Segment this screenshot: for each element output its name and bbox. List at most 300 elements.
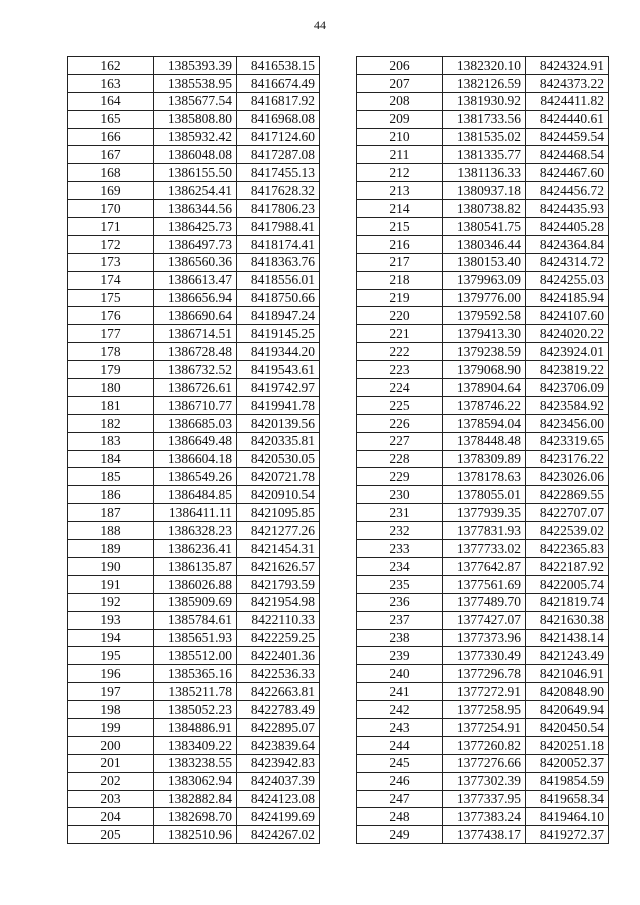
table-row bbox=[357, 379, 609, 397]
coordinate-x-cell: 1385651.93 bbox=[154, 629, 237, 647]
coordinate-y-cell: 8424324.91 bbox=[526, 57, 609, 75]
table-row bbox=[357, 522, 609, 540]
table-row bbox=[357, 575, 609, 593]
table-row bbox=[68, 92, 320, 110]
coordinate-x-cell: 1385365.16 bbox=[154, 665, 237, 683]
coordinate-x-cell: 1385538.95 bbox=[154, 74, 237, 92]
coordinate-x-cell: 1379963.09 bbox=[443, 271, 526, 289]
table-row bbox=[357, 307, 609, 325]
coordinate-x-cell: 1378904.64 bbox=[443, 379, 526, 397]
point-number-cell: 207 bbox=[357, 74, 443, 92]
table-row bbox=[357, 808, 609, 826]
coordinate-x-cell: 1385932.42 bbox=[154, 128, 237, 146]
coordinate-y-cell: 8422869.55 bbox=[526, 486, 609, 504]
point-number-cell: 232 bbox=[357, 522, 443, 540]
point-number-cell: 204 bbox=[68, 808, 154, 826]
coordinate-x-cell: 1377733.02 bbox=[443, 540, 526, 558]
table-row bbox=[68, 736, 320, 754]
coordinate-x-cell: 1379776.00 bbox=[443, 289, 526, 307]
table-row bbox=[68, 647, 320, 665]
table-row bbox=[357, 128, 609, 146]
coordinate-y-cell: 8424468.54 bbox=[526, 146, 609, 164]
table-row bbox=[68, 200, 320, 218]
table-row bbox=[68, 486, 320, 504]
table-row bbox=[357, 736, 609, 754]
coordinate-y-cell: 8419658.34 bbox=[526, 790, 609, 808]
point-number-cell: 213 bbox=[357, 182, 443, 200]
coordinates-table-left bbox=[67, 56, 320, 844]
table-row bbox=[357, 218, 609, 236]
table-row bbox=[357, 540, 609, 558]
table-row bbox=[68, 611, 320, 629]
table-row bbox=[68, 540, 320, 558]
table-row bbox=[68, 468, 320, 486]
coordinate-x-cell: 1386649.48 bbox=[154, 432, 237, 450]
point-number-cell: 249 bbox=[357, 826, 443, 844]
point-number-cell: 166 bbox=[68, 128, 154, 146]
table-row bbox=[357, 647, 609, 665]
coordinate-x-cell: 1380346.44 bbox=[443, 235, 526, 253]
coordinate-y-cell: 8422536.33 bbox=[237, 665, 320, 683]
coordinate-x-cell: 1386026.88 bbox=[154, 575, 237, 593]
point-number-cell: 222 bbox=[357, 343, 443, 361]
point-number-cell: 227 bbox=[357, 432, 443, 450]
point-number-cell: 174 bbox=[68, 271, 154, 289]
point-number-cell: 228 bbox=[357, 450, 443, 468]
coordinate-x-cell: 1381535.02 bbox=[443, 128, 526, 146]
table-row bbox=[357, 826, 609, 844]
coordinate-y-cell: 8418556.01 bbox=[237, 271, 320, 289]
coordinate-y-cell: 8423456.00 bbox=[526, 414, 609, 432]
coordinate-y-cell: 8421630.38 bbox=[526, 611, 609, 629]
coordinate-y-cell: 8424185.94 bbox=[526, 289, 609, 307]
coordinate-y-cell: 8422187.92 bbox=[526, 557, 609, 575]
coordinate-y-cell: 8417287.08 bbox=[237, 146, 320, 164]
table-row bbox=[68, 182, 320, 200]
coordinate-y-cell: 8421954.98 bbox=[237, 593, 320, 611]
coordinate-x-cell: 1386344.56 bbox=[154, 200, 237, 218]
coordinate-x-cell: 1385909.69 bbox=[154, 593, 237, 611]
coordinate-x-cell: 1382698.70 bbox=[154, 808, 237, 826]
coordinate-x-cell: 1379592.58 bbox=[443, 307, 526, 325]
coordinate-x-cell: 1377642.87 bbox=[443, 557, 526, 575]
coordinate-y-cell: 8422895.07 bbox=[237, 718, 320, 736]
point-number-cell: 188 bbox=[68, 522, 154, 540]
point-number-cell: 186 bbox=[68, 486, 154, 504]
table-row bbox=[357, 790, 609, 808]
coordinate-y-cell: 8421277.26 bbox=[237, 522, 320, 540]
coordinate-x-cell: 1386613.47 bbox=[154, 271, 237, 289]
point-number-cell: 201 bbox=[68, 754, 154, 772]
coordinate-y-cell: 8421454.31 bbox=[237, 540, 320, 558]
coordinate-x-cell: 1380738.82 bbox=[443, 200, 526, 218]
table-row bbox=[357, 772, 609, 790]
coordinate-x-cell: 1378178.63 bbox=[443, 468, 526, 486]
coordinate-x-cell: 1386048.08 bbox=[154, 146, 237, 164]
table-row bbox=[68, 414, 320, 432]
coordinate-x-cell: 1386328.23 bbox=[154, 522, 237, 540]
table-row bbox=[357, 343, 609, 361]
point-number-cell: 225 bbox=[357, 396, 443, 414]
table-row bbox=[357, 146, 609, 164]
point-number-cell: 220 bbox=[357, 307, 443, 325]
coordinate-x-cell: 1386484.85 bbox=[154, 486, 237, 504]
table-row bbox=[357, 235, 609, 253]
point-number-cell: 233 bbox=[357, 540, 443, 558]
table-row bbox=[68, 701, 320, 719]
point-number-cell: 238 bbox=[357, 629, 443, 647]
page-number: 44 bbox=[314, 18, 326, 32]
coordinate-x-cell: 1377383.24 bbox=[443, 808, 526, 826]
coordinate-x-cell: 1377489.70 bbox=[443, 593, 526, 611]
coordinate-y-cell: 8422259.25 bbox=[237, 629, 320, 647]
coordinate-x-cell: 1385808.80 bbox=[154, 110, 237, 128]
table-row bbox=[68, 557, 320, 575]
table-row bbox=[68, 218, 320, 236]
table-row bbox=[357, 325, 609, 343]
coordinate-y-cell: 8417124.60 bbox=[237, 128, 320, 146]
coordinate-y-cell: 8423819.22 bbox=[526, 361, 609, 379]
coordinate-y-cell: 8424314.72 bbox=[526, 253, 609, 271]
coordinate-x-cell: 1383238.55 bbox=[154, 754, 237, 772]
point-number-cell: 195 bbox=[68, 647, 154, 665]
table-row bbox=[68, 396, 320, 414]
coordinate-x-cell: 1379238.59 bbox=[443, 343, 526, 361]
point-number-cell: 173 bbox=[68, 253, 154, 271]
table-row bbox=[68, 253, 320, 271]
point-number-cell: 234 bbox=[357, 557, 443, 575]
coordinate-x-cell: 1377831.93 bbox=[443, 522, 526, 540]
coordinate-x-cell: 1381136.33 bbox=[443, 164, 526, 182]
coordinate-x-cell: 1380937.18 bbox=[443, 182, 526, 200]
coordinate-y-cell: 8424364.84 bbox=[526, 235, 609, 253]
coordinate-x-cell: 1380541.75 bbox=[443, 218, 526, 236]
coordinate-y-cell: 8423706.09 bbox=[526, 379, 609, 397]
point-number-cell: 189 bbox=[68, 540, 154, 558]
coordinate-x-cell: 1381733.56 bbox=[443, 110, 526, 128]
table-row bbox=[357, 683, 609, 701]
coordinate-y-cell: 8422707.07 bbox=[526, 504, 609, 522]
coordinate-x-cell: 1386254.41 bbox=[154, 182, 237, 200]
coordinate-x-cell: 1384886.91 bbox=[154, 718, 237, 736]
point-number-cell: 181 bbox=[68, 396, 154, 414]
coordinate-x-cell: 1386549.26 bbox=[154, 468, 237, 486]
table-row bbox=[357, 611, 609, 629]
coordinate-y-cell: 8423584.92 bbox=[526, 396, 609, 414]
table-row bbox=[357, 450, 609, 468]
coordinate-y-cell: 8418174.41 bbox=[237, 235, 320, 253]
coordinate-y-cell: 8424411.82 bbox=[526, 92, 609, 110]
coordinate-y-cell: 8420530.05 bbox=[237, 450, 320, 468]
table-row bbox=[357, 164, 609, 182]
coordinate-y-cell: 8422005.74 bbox=[526, 575, 609, 593]
point-number-cell: 192 bbox=[68, 593, 154, 611]
point-number-cell: 239 bbox=[357, 647, 443, 665]
point-number-cell: 235 bbox=[357, 575, 443, 593]
coordinate-y-cell: 8424123.08 bbox=[237, 790, 320, 808]
coordinate-x-cell: 1386135.87 bbox=[154, 557, 237, 575]
table-row bbox=[357, 74, 609, 92]
coordinate-y-cell: 8420335.81 bbox=[237, 432, 320, 450]
point-number-cell: 226 bbox=[357, 414, 443, 432]
point-number-cell: 223 bbox=[357, 361, 443, 379]
coordinate-y-cell: 8423026.06 bbox=[526, 468, 609, 486]
coordinate-x-cell: 1377272.91 bbox=[443, 683, 526, 701]
coordinate-y-cell: 8419854.59 bbox=[526, 772, 609, 790]
point-number-cell: 212 bbox=[357, 164, 443, 182]
coordinate-x-cell: 1382126.59 bbox=[443, 74, 526, 92]
table-row bbox=[357, 289, 609, 307]
table-row bbox=[357, 200, 609, 218]
point-number-cell: 193 bbox=[68, 611, 154, 629]
coordinate-x-cell: 1386560.36 bbox=[154, 253, 237, 271]
table-row bbox=[68, 110, 320, 128]
table-row bbox=[68, 432, 320, 450]
table-row bbox=[357, 361, 609, 379]
point-number-cell: 230 bbox=[357, 486, 443, 504]
point-number-cell: 242 bbox=[357, 701, 443, 719]
coordinate-x-cell: 1385211.78 bbox=[154, 683, 237, 701]
coordinate-x-cell: 1385052.23 bbox=[154, 701, 237, 719]
point-number-cell: 217 bbox=[357, 253, 443, 271]
point-number-cell: 167 bbox=[68, 146, 154, 164]
point-number-cell: 216 bbox=[357, 235, 443, 253]
coordinate-x-cell: 1385784.61 bbox=[154, 611, 237, 629]
table-row bbox=[357, 57, 609, 75]
table-row bbox=[357, 253, 609, 271]
point-number-cell: 202 bbox=[68, 772, 154, 790]
point-number-cell: 241 bbox=[357, 683, 443, 701]
table-row bbox=[357, 665, 609, 683]
point-number-cell: 176 bbox=[68, 307, 154, 325]
table-row bbox=[357, 486, 609, 504]
coordinate-x-cell: 1377330.49 bbox=[443, 647, 526, 665]
coordinate-y-cell: 8422401.36 bbox=[237, 647, 320, 665]
table-row bbox=[357, 557, 609, 575]
coordinate-x-cell: 1379413.30 bbox=[443, 325, 526, 343]
coordinate-x-cell: 1381335.77 bbox=[443, 146, 526, 164]
coordinate-x-cell: 1380153.40 bbox=[443, 253, 526, 271]
table-row bbox=[68, 772, 320, 790]
coordinates-table-right bbox=[356, 56, 609, 844]
coordinate-y-cell: 8424373.22 bbox=[526, 74, 609, 92]
coordinate-y-cell: 8421046.91 bbox=[526, 665, 609, 683]
coordinate-y-cell: 8417455.13 bbox=[237, 164, 320, 182]
coordinate-x-cell: 1377427.07 bbox=[443, 611, 526, 629]
coordinate-y-cell: 8422365.83 bbox=[526, 540, 609, 558]
point-number-cell: 164 bbox=[68, 92, 154, 110]
table-row bbox=[68, 683, 320, 701]
point-number-cell: 172 bbox=[68, 235, 154, 253]
coordinate-y-cell: 8424405.28 bbox=[526, 218, 609, 236]
coordinate-y-cell: 8419464.10 bbox=[526, 808, 609, 826]
point-number-cell: 180 bbox=[68, 379, 154, 397]
coordinate-y-cell: 8420052.37 bbox=[526, 754, 609, 772]
table-row bbox=[68, 575, 320, 593]
table-row bbox=[357, 432, 609, 450]
point-number-cell: 247 bbox=[357, 790, 443, 808]
table-row bbox=[357, 754, 609, 772]
table-row bbox=[68, 128, 320, 146]
table-row bbox=[357, 110, 609, 128]
coordinate-y-cell: 8424459.54 bbox=[526, 128, 609, 146]
coordinate-y-cell: 8421095.85 bbox=[237, 504, 320, 522]
coordinate-y-cell: 8420139.56 bbox=[237, 414, 320, 432]
coordinate-y-cell: 8419742.97 bbox=[237, 379, 320, 397]
point-number-cell: 215 bbox=[357, 218, 443, 236]
coordinate-x-cell: 1378309.89 bbox=[443, 450, 526, 468]
coordinate-x-cell: 1386685.03 bbox=[154, 414, 237, 432]
coordinate-y-cell: 8418947.24 bbox=[237, 307, 320, 325]
coordinate-y-cell: 8424440.61 bbox=[526, 110, 609, 128]
coordinate-y-cell: 8420910.54 bbox=[237, 486, 320, 504]
point-number-cell: 218 bbox=[357, 271, 443, 289]
coordinate-y-cell: 8423319.65 bbox=[526, 432, 609, 450]
coordinate-y-cell: 8420848.90 bbox=[526, 683, 609, 701]
point-number-cell: 210 bbox=[357, 128, 443, 146]
coordinate-x-cell: 1377302.39 bbox=[443, 772, 526, 790]
coordinate-x-cell: 1386604.18 bbox=[154, 450, 237, 468]
coordinate-y-cell: 8422110.33 bbox=[237, 611, 320, 629]
table-row bbox=[68, 718, 320, 736]
point-number-cell: 205 bbox=[68, 826, 154, 844]
coordinate-x-cell: 1386690.64 bbox=[154, 307, 237, 325]
coordinate-y-cell: 8423176.22 bbox=[526, 450, 609, 468]
table-row bbox=[68, 164, 320, 182]
coordinate-x-cell: 1377254.91 bbox=[443, 718, 526, 736]
point-number-cell: 182 bbox=[68, 414, 154, 432]
point-number-cell: 211 bbox=[357, 146, 443, 164]
table-row bbox=[68, 57, 320, 75]
point-number-cell: 191 bbox=[68, 575, 154, 593]
coordinate-x-cell: 1385677.54 bbox=[154, 92, 237, 110]
coordinate-y-cell: 8421819.74 bbox=[526, 593, 609, 611]
coordinate-y-cell: 8422663.81 bbox=[237, 683, 320, 701]
coordinate-y-cell: 8423924.01 bbox=[526, 343, 609, 361]
point-number-cell: 194 bbox=[68, 629, 154, 647]
point-number-cell: 198 bbox=[68, 701, 154, 719]
point-number-cell: 177 bbox=[68, 325, 154, 343]
table-row bbox=[68, 343, 320, 361]
point-number-cell: 248 bbox=[357, 808, 443, 826]
coordinate-y-cell: 8416968.08 bbox=[237, 110, 320, 128]
table-row bbox=[68, 307, 320, 325]
point-number-cell: 208 bbox=[357, 92, 443, 110]
table-row bbox=[357, 271, 609, 289]
point-number-cell: 187 bbox=[68, 504, 154, 522]
coordinate-x-cell: 1377258.95 bbox=[443, 701, 526, 719]
coordinate-y-cell: 8419941.78 bbox=[237, 396, 320, 414]
table-row bbox=[68, 754, 320, 772]
table-row bbox=[68, 361, 320, 379]
table-row bbox=[68, 808, 320, 826]
coordinate-y-cell: 8420251.18 bbox=[526, 736, 609, 754]
table-row bbox=[68, 271, 320, 289]
table-row bbox=[357, 396, 609, 414]
coordinate-x-cell: 1378448.48 bbox=[443, 432, 526, 450]
coordinate-y-cell: 8421438.14 bbox=[526, 629, 609, 647]
table-row bbox=[357, 593, 609, 611]
point-number-cell: 224 bbox=[357, 379, 443, 397]
coordinate-x-cell: 1377561.69 bbox=[443, 575, 526, 593]
coordinate-y-cell: 8419272.37 bbox=[526, 826, 609, 844]
coordinate-y-cell: 8424037.39 bbox=[237, 772, 320, 790]
coordinate-x-cell: 1386411.11 bbox=[154, 504, 237, 522]
coordinate-y-cell: 8421243.49 bbox=[526, 647, 609, 665]
point-number-cell: 196 bbox=[68, 665, 154, 683]
coordinate-x-cell: 1383062.94 bbox=[154, 772, 237, 790]
coordinate-x-cell: 1378746.22 bbox=[443, 396, 526, 414]
coordinate-x-cell: 1382510.96 bbox=[154, 826, 237, 844]
coordinate-y-cell: 8422783.49 bbox=[237, 701, 320, 719]
coordinate-x-cell: 1386425.73 bbox=[154, 218, 237, 236]
point-number-cell: 169 bbox=[68, 182, 154, 200]
coordinate-y-cell: 8422539.02 bbox=[526, 522, 609, 540]
point-number-cell: 185 bbox=[68, 468, 154, 486]
coordinate-x-cell: 1377337.95 bbox=[443, 790, 526, 808]
table-row bbox=[68, 665, 320, 683]
coordinate-x-cell: 1386656.94 bbox=[154, 289, 237, 307]
coordinate-y-cell: 8424456.72 bbox=[526, 182, 609, 200]
coordinate-x-cell: 1386728.48 bbox=[154, 343, 237, 361]
coordinate-y-cell: 8420649.94 bbox=[526, 701, 609, 719]
point-number-cell: 200 bbox=[68, 736, 154, 754]
coordinate-x-cell: 1386714.51 bbox=[154, 325, 237, 343]
coordinate-y-cell: 8417988.41 bbox=[237, 218, 320, 236]
coordinate-x-cell: 1377296.78 bbox=[443, 665, 526, 683]
coordinate-y-cell: 8419543.61 bbox=[237, 361, 320, 379]
point-number-cell: 199 bbox=[68, 718, 154, 736]
table-row bbox=[68, 325, 320, 343]
point-number-cell: 245 bbox=[357, 754, 443, 772]
point-number-cell: 178 bbox=[68, 343, 154, 361]
coordinate-y-cell: 8419344.20 bbox=[237, 343, 320, 361]
coordinate-y-cell: 8416674.49 bbox=[237, 74, 320, 92]
point-number-cell: 179 bbox=[68, 361, 154, 379]
coordinate-y-cell: 8421793.59 bbox=[237, 575, 320, 593]
point-number-cell: 165 bbox=[68, 110, 154, 128]
coordinate-x-cell: 1383409.22 bbox=[154, 736, 237, 754]
point-number-cell: 206 bbox=[357, 57, 443, 75]
point-number-cell: 236 bbox=[357, 593, 443, 611]
point-number-cell: 184 bbox=[68, 450, 154, 468]
coordinate-y-cell: 8424199.69 bbox=[237, 808, 320, 826]
point-number-cell: 237 bbox=[357, 611, 443, 629]
coordinate-x-cell: 1382882.84 bbox=[154, 790, 237, 808]
point-number-cell: 246 bbox=[357, 772, 443, 790]
coordinate-y-cell: 8424267.02 bbox=[237, 826, 320, 844]
coordinate-x-cell: 1386732.52 bbox=[154, 361, 237, 379]
point-number-cell: 168 bbox=[68, 164, 154, 182]
point-number-cell: 240 bbox=[357, 665, 443, 683]
coordinate-y-cell: 8418750.66 bbox=[237, 289, 320, 307]
coordinate-x-cell: 1386155.50 bbox=[154, 164, 237, 182]
point-number-cell: 171 bbox=[68, 218, 154, 236]
table-row bbox=[357, 504, 609, 522]
table-row bbox=[357, 92, 609, 110]
table-row bbox=[68, 629, 320, 647]
coordinate-x-cell: 1385393.39 bbox=[154, 57, 237, 75]
coordinate-x-cell: 1386710.77 bbox=[154, 396, 237, 414]
table-row bbox=[357, 629, 609, 647]
table-row bbox=[68, 826, 320, 844]
table-row bbox=[68, 593, 320, 611]
table-row bbox=[68, 289, 320, 307]
coordinate-x-cell: 1377373.96 bbox=[443, 629, 526, 647]
point-number-cell: 170 bbox=[68, 200, 154, 218]
point-number-cell: 219 bbox=[357, 289, 443, 307]
table-row bbox=[68, 504, 320, 522]
